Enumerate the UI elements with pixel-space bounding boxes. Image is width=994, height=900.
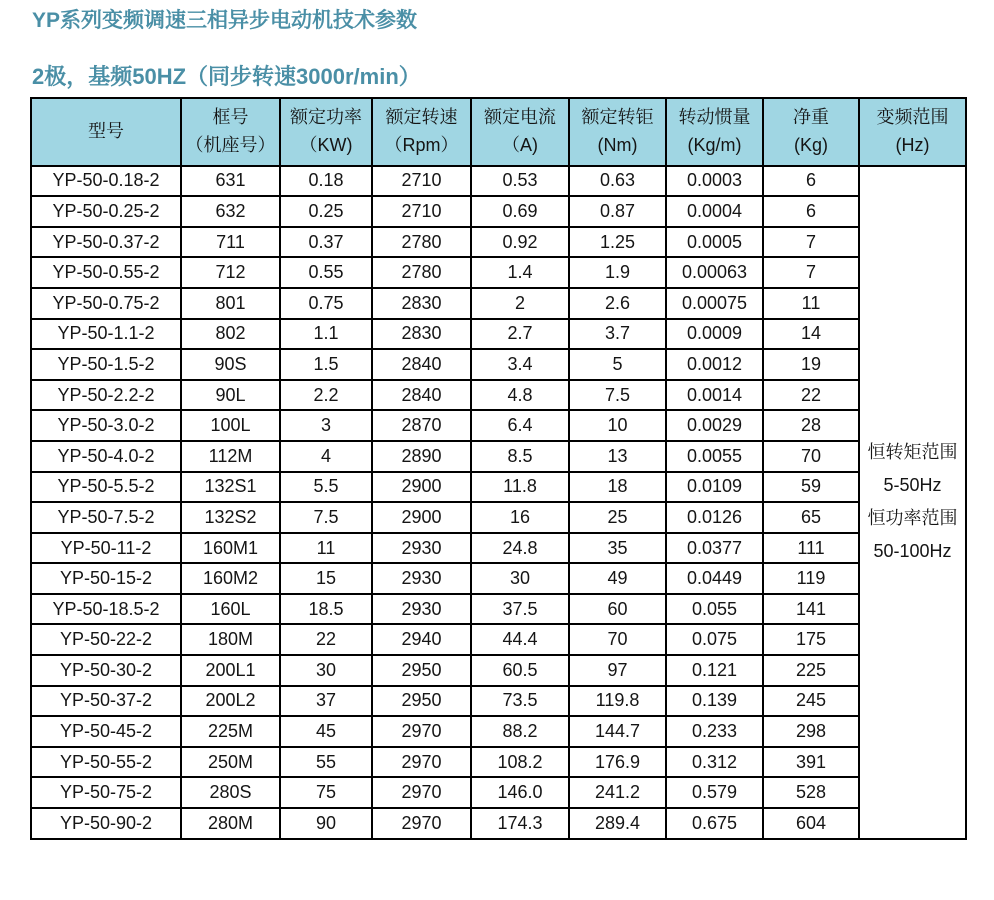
- cell-model: YP-50-45-2: [31, 716, 181, 747]
- cell-weight: 528: [763, 777, 859, 808]
- cell-current: 4.8: [471, 380, 569, 411]
- cell-speed: 2970: [372, 808, 471, 839]
- cell-power: 15: [280, 563, 372, 594]
- col-header-freq-range: [859, 98, 966, 166]
- cell-weight: 22: [763, 380, 859, 411]
- cell-current: 2.7: [471, 319, 569, 350]
- cell-current: 16: [471, 502, 569, 533]
- table-row: [31, 502, 966, 533]
- col-header-weight: [763, 98, 859, 166]
- cell-current: 24.8: [471, 533, 569, 564]
- cell-model: YP-50-11-2: [31, 533, 181, 564]
- cell-inertia: 0.0029: [666, 410, 763, 441]
- cell-torque: 18: [569, 472, 666, 503]
- cell-weight: 604: [763, 808, 859, 839]
- cell-current: 0.92: [471, 227, 569, 258]
- cell-torque: 60: [569, 594, 666, 625]
- cell-current: 30: [471, 563, 569, 594]
- cell-torque: 1.9: [569, 257, 666, 288]
- cell-power: 55: [280, 747, 372, 778]
- cell-power: 45: [280, 716, 372, 747]
- col-header-freq-range-line1: 变频范围: [876, 106, 949, 127]
- freq-range-note-line: 恒转矩范围: [867, 442, 958, 463]
- cell-weight: 175: [763, 624, 859, 655]
- cell-inertia: 0.0014: [666, 380, 763, 411]
- cell-speed: 2830: [372, 288, 471, 319]
- col-header-torque: [569, 98, 666, 166]
- cell-speed: 2970: [372, 747, 471, 778]
- cell-current: 3.4: [471, 349, 569, 380]
- cell-weight: 14: [763, 319, 859, 350]
- cell-model: YP-50-90-2: [31, 808, 181, 839]
- cell-speed: 2840: [372, 349, 471, 380]
- freq-range-note-cell: [859, 166, 966, 839]
- cell-current: 2: [471, 288, 569, 319]
- cell-inertia: 0.00063: [666, 257, 763, 288]
- cell-power: 37: [280, 686, 372, 717]
- freq-range-note-line: 恒功率范围: [867, 508, 958, 529]
- col-header-speed: [372, 98, 471, 166]
- cell-speed: 2840: [372, 380, 471, 411]
- cell-power: 2.2: [280, 380, 372, 411]
- cell-inertia: 0.121: [666, 655, 763, 686]
- cell-frame: 711: [181, 227, 280, 258]
- col-header-model-line1: 型号: [88, 120, 124, 141]
- cell-model: YP-50-2.2-2: [31, 380, 181, 411]
- cell-frame: 160M1: [181, 533, 280, 564]
- cell-inertia: 0.675: [666, 808, 763, 839]
- cell-torque: 25: [569, 502, 666, 533]
- cell-model: YP-50-3.0-2: [31, 410, 181, 441]
- cell-torque: 241.2: [569, 777, 666, 808]
- cell-frame: 200L2: [181, 686, 280, 717]
- cell-torque: 0.87: [569, 196, 666, 227]
- table-body: [31, 166, 966, 839]
- cell-frame: 160L: [181, 594, 280, 625]
- cell-power: 11: [280, 533, 372, 564]
- cell-speed: 2970: [372, 716, 471, 747]
- cell-speed: 2890: [372, 441, 471, 472]
- cell-speed: 2930: [372, 563, 471, 594]
- cell-weight: 298: [763, 716, 859, 747]
- cell-frame: 280M: [181, 808, 280, 839]
- cell-torque: 35: [569, 533, 666, 564]
- cell-torque: 10: [569, 410, 666, 441]
- cell-speed: 2940: [372, 624, 471, 655]
- table-row: [31, 777, 966, 808]
- cell-inertia: 0.0009: [666, 319, 763, 350]
- cell-current: 37.5: [471, 594, 569, 625]
- cell-inertia: 0.0377: [666, 533, 763, 564]
- cell-frame: 632: [181, 196, 280, 227]
- col-header-current-line1: 额定电流: [484, 106, 556, 127]
- cell-power: 7.5: [280, 502, 372, 533]
- cell-frame: 180M: [181, 624, 280, 655]
- cell-model: YP-50-0.18-2: [31, 166, 181, 197]
- cell-frame: 90L: [181, 380, 280, 411]
- table-row: [31, 227, 966, 258]
- table-row: [31, 655, 966, 686]
- cell-model: YP-50-1.5-2: [31, 349, 181, 380]
- cell-torque: 176.9: [569, 747, 666, 778]
- cell-weight: 7: [763, 257, 859, 288]
- cell-speed: 2710: [372, 166, 471, 197]
- col-header-inertia-line2: (Kg/m): [687, 134, 742, 155]
- table-row: [31, 410, 966, 441]
- col-header-power-line2: （KW): [299, 134, 353, 155]
- cell-model: YP-50-75-2: [31, 777, 181, 808]
- cell-inertia: 0.0005: [666, 227, 763, 258]
- cell-weight: 111: [763, 533, 859, 564]
- cell-inertia: 0.233: [666, 716, 763, 747]
- cell-torque: 144.7: [569, 716, 666, 747]
- cell-torque: 3.7: [569, 319, 666, 350]
- cell-frame: 631: [181, 166, 280, 197]
- cell-speed: 2830: [372, 319, 471, 350]
- cell-current: 11.8: [471, 472, 569, 503]
- cell-model: YP-50-7.5-2: [31, 502, 181, 533]
- cell-speed: 2780: [372, 257, 471, 288]
- cell-inertia: 0.075: [666, 624, 763, 655]
- cell-weight: 19: [763, 349, 859, 380]
- cell-weight: 391: [763, 747, 859, 778]
- cell-current: 6.4: [471, 410, 569, 441]
- table-header: [31, 98, 966, 166]
- cell-inertia: 0.055: [666, 594, 763, 625]
- cell-weight: 28: [763, 410, 859, 441]
- cell-speed: 2970: [372, 777, 471, 808]
- cell-frame: 160M2: [181, 563, 280, 594]
- cell-weight: 245: [763, 686, 859, 717]
- cell-power: 30: [280, 655, 372, 686]
- cell-current: 1.4: [471, 257, 569, 288]
- cell-frame: 712: [181, 257, 280, 288]
- freq-range-note-line: 50-100Hz: [873, 541, 952, 562]
- cell-weight: 70: [763, 441, 859, 472]
- cell-inertia: 0.00075: [666, 288, 763, 319]
- cell-model: YP-50-0.55-2: [31, 257, 181, 288]
- page-title: YP系列变频调速三相异步电动机技术参数: [32, 9, 418, 32]
- table-row: [31, 166, 966, 197]
- table-row: [31, 686, 966, 717]
- cell-speed: 2780: [372, 227, 471, 258]
- cell-frame: 280S: [181, 777, 280, 808]
- col-header-power-line1: 额定功率: [290, 106, 362, 127]
- cell-current: 60.5: [471, 655, 569, 686]
- col-header-freq-range-line2: (Hz): [895, 134, 930, 155]
- col-header-model: [31, 98, 181, 166]
- cell-speed: 2930: [372, 533, 471, 564]
- col-header-frame: [181, 98, 280, 166]
- cell-model: YP-50-18.5-2: [31, 594, 181, 625]
- cell-model: YP-50-37-2: [31, 686, 181, 717]
- table-row: [31, 288, 966, 319]
- cell-power: 1.1: [280, 319, 372, 350]
- cell-model: YP-50-0.75-2: [31, 288, 181, 319]
- cell-current: 0.69: [471, 196, 569, 227]
- cell-weight: 6: [763, 166, 859, 197]
- cell-inertia: 0.0055: [666, 441, 763, 472]
- cell-model: YP-50-22-2: [31, 624, 181, 655]
- col-header-frame-line1: 框号: [212, 106, 249, 127]
- table-row: [31, 533, 966, 564]
- cell-current: 0.53: [471, 166, 569, 197]
- cell-frame: 250M: [181, 747, 280, 778]
- cell-current: 44.4: [471, 624, 569, 655]
- cell-frame: 801: [181, 288, 280, 319]
- cell-frame: 132S2: [181, 502, 280, 533]
- cell-model: YP-50-30-2: [31, 655, 181, 686]
- cell-torque: 49: [569, 563, 666, 594]
- col-header-current-line2: （A): [502, 134, 538, 155]
- cell-torque: 119.8: [569, 686, 666, 717]
- cell-power: 1.5: [280, 349, 372, 380]
- col-header-torque-line2: (Nm): [597, 134, 638, 155]
- cell-current: 146.0: [471, 777, 569, 808]
- cell-speed: 2870: [372, 410, 471, 441]
- table-row: [31, 349, 966, 380]
- cell-model: YP-50-5.5-2: [31, 472, 181, 503]
- table-row: [31, 472, 966, 503]
- cell-speed: 2710: [372, 196, 471, 227]
- cell-power: 0.37: [280, 227, 372, 258]
- table-row: [31, 594, 966, 625]
- table-row: [31, 257, 966, 288]
- cell-power: 0.55: [280, 257, 372, 288]
- cell-torque: 7.5: [569, 380, 666, 411]
- cell-speed: 2900: [372, 472, 471, 503]
- cell-torque: 70: [569, 624, 666, 655]
- table-row: [31, 196, 966, 227]
- cell-power: 22: [280, 624, 372, 655]
- cell-frame: 225M: [181, 716, 280, 747]
- cell-model: YP-50-55-2: [31, 747, 181, 778]
- cell-current: 88.2: [471, 716, 569, 747]
- table-row: [31, 624, 966, 655]
- cell-torque: 289.4: [569, 808, 666, 839]
- cell-current: 174.3: [471, 808, 569, 839]
- table-row: [31, 441, 966, 472]
- cell-model: YP-50-0.37-2: [31, 227, 181, 258]
- table-row: [31, 747, 966, 778]
- cell-power: 3: [280, 410, 372, 441]
- cell-torque: 0.63: [569, 166, 666, 197]
- cell-speed: 2950: [372, 655, 471, 686]
- cell-model: YP-50-15-2: [31, 563, 181, 594]
- motor-spec-table: [30, 97, 967, 840]
- section-subtitle: 2极，基频50HZ（同步转速3000r/min）: [32, 64, 421, 90]
- table-row: [31, 808, 966, 839]
- cell-speed: 2950: [372, 686, 471, 717]
- col-header-inertia-line1: 转动惯量: [678, 106, 751, 127]
- cell-inertia: 0.579: [666, 777, 763, 808]
- cell-frame: 112M: [181, 441, 280, 472]
- cell-inertia: 0.0003: [666, 166, 763, 197]
- cell-weight: 11: [763, 288, 859, 319]
- cell-frame: 90S: [181, 349, 280, 380]
- cell-power: 0.75: [280, 288, 372, 319]
- cell-torque: 97: [569, 655, 666, 686]
- cell-torque: 13: [569, 441, 666, 472]
- table-row: [31, 380, 966, 411]
- table-row: [31, 716, 966, 747]
- cell-weight: 119: [763, 563, 859, 594]
- col-header-speed-line2: （Rpm）: [384, 134, 459, 155]
- col-header-frame-line2: （机座号）: [185, 134, 276, 155]
- cell-power: 5.5: [280, 472, 372, 503]
- cell-power: 75: [280, 777, 372, 808]
- cell-frame: 200L1: [181, 655, 280, 686]
- cell-model: YP-50-4.0-2: [31, 441, 181, 472]
- cell-model: YP-50-0.25-2: [31, 196, 181, 227]
- cell-current: 8.5: [471, 441, 569, 472]
- cell-inertia: 0.312: [666, 747, 763, 778]
- cell-inertia: 0.0109: [666, 472, 763, 503]
- cell-model: YP-50-1.1-2: [31, 319, 181, 350]
- cell-inertia: 0.139: [666, 686, 763, 717]
- cell-speed: 2900: [372, 502, 471, 533]
- cell-speed: 2930: [372, 594, 471, 625]
- col-header-inertia: [666, 98, 763, 166]
- cell-frame: 132S1: [181, 472, 280, 503]
- cell-torque: 2.6: [569, 288, 666, 319]
- cell-inertia: 0.0126: [666, 502, 763, 533]
- cell-weight: 7: [763, 227, 859, 258]
- cell-weight: 65: [763, 502, 859, 533]
- cell-inertia: 0.0449: [666, 563, 763, 594]
- header-row: [31, 98, 966, 166]
- cell-weight: 225: [763, 655, 859, 686]
- cell-current: 108.2: [471, 747, 569, 778]
- table-row: [31, 319, 966, 350]
- cell-power: 0.25: [280, 196, 372, 227]
- cell-weight: 6: [763, 196, 859, 227]
- cell-weight: 59: [763, 472, 859, 503]
- col-header-power: [280, 98, 372, 166]
- col-header-weight-line2: (Kg): [793, 134, 828, 155]
- cell-inertia: 0.0004: [666, 196, 763, 227]
- cell-torque: 1.25: [569, 227, 666, 258]
- cell-power: 18.5: [280, 594, 372, 625]
- col-header-current: [471, 98, 569, 166]
- cell-weight: 141: [763, 594, 859, 625]
- cell-torque: 5: [569, 349, 666, 380]
- col-header-torque-line1: 额定转钜: [581, 106, 654, 127]
- cell-current: 73.5: [471, 686, 569, 717]
- cell-power: 90: [280, 808, 372, 839]
- cell-inertia: 0.0012: [666, 349, 763, 380]
- cell-frame: 100L: [181, 410, 280, 441]
- cell-power: 0.18: [280, 166, 372, 197]
- col-header-speed-line1: 额定转速: [385, 106, 458, 127]
- cell-frame: 802: [181, 319, 280, 350]
- cell-power: 4: [280, 441, 372, 472]
- table-row: [31, 563, 966, 594]
- freq-range-note-line: 5-50Hz: [883, 475, 942, 496]
- col-header-weight-line1: 净重: [793, 106, 829, 127]
